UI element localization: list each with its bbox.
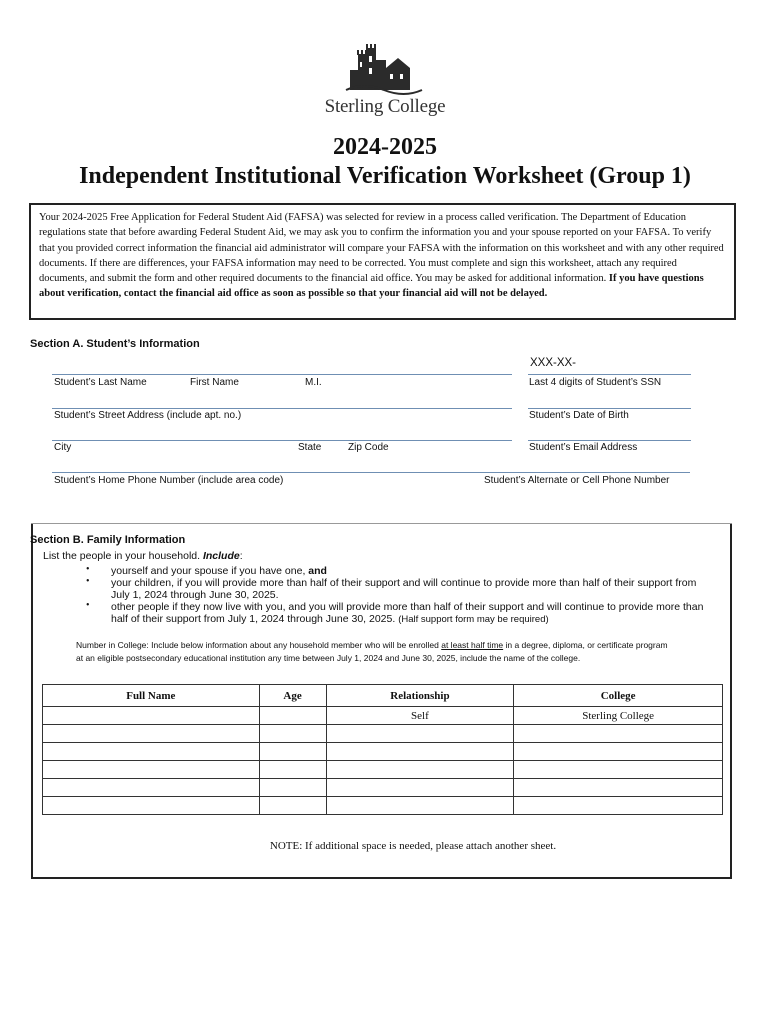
intro-bold-text: If you have questions about verification, contact the financial aid office as soon as possible so that your financial aid will not be delayed. bbox=[39, 273, 704, 300]
table-cell[interactable] bbox=[326, 797, 514, 815]
email-label: Student’s Email Address bbox=[529, 442, 638, 453]
table-cell[interactable]: Self bbox=[326, 707, 514, 725]
ssn-prefix: XXX-XX- bbox=[530, 357, 577, 369]
table-cell[interactable] bbox=[259, 761, 326, 779]
bullet-2-line-2: July 1, 2024 through June 30, 2025. bbox=[111, 589, 279, 601]
table-cell[interactable] bbox=[514, 761, 723, 779]
table-row bbox=[43, 779, 723, 797]
bullet-3-line-2-text: half of their support from July 1, 2024 through June 30, 2025. bbox=[111, 613, 396, 625]
college-note-underline: at least half time bbox=[441, 640, 504, 650]
household-intro-text: List the people in your household. bbox=[43, 550, 201, 562]
bullet-1-and: and bbox=[308, 565, 327, 577]
address-line[interactable] bbox=[52, 408, 512, 409]
household-intro bbox=[43, 550, 243, 562]
college-note-part-2: in a degree, diploma, or certificate program at an eligible postsecondary educational institution any time between July 1, 2024 and June 30, 2025, include the name of the college. bbox=[76, 640, 668, 664]
table-cell[interactable] bbox=[259, 707, 326, 725]
table-cell[interactable] bbox=[43, 725, 260, 743]
header-age: Age bbox=[259, 685, 326, 707]
bullet-1 bbox=[111, 565, 327, 578]
email-line[interactable] bbox=[528, 440, 691, 441]
castle-icon bbox=[344, 44, 424, 96]
table-header-row bbox=[43, 685, 723, 707]
address-label: Student’s Street Address (include apt. no.) bbox=[54, 410, 242, 421]
last-name-label: Student’s Last Name bbox=[54, 377, 147, 388]
include-colon: : bbox=[239, 550, 243, 562]
form-title: Independent Institutional Verification Worksheet (Group 1) bbox=[79, 163, 691, 189]
table-cell[interactable] bbox=[326, 779, 514, 797]
zip-label: Zip Code bbox=[348, 442, 389, 453]
table-cell[interactable] bbox=[326, 743, 514, 761]
ssn-line[interactable] bbox=[528, 374, 691, 375]
city-line[interactable] bbox=[52, 440, 512, 441]
intro-box bbox=[29, 203, 736, 320]
name-line[interactable] bbox=[52, 374, 512, 375]
table-cell[interactable] bbox=[43, 761, 260, 779]
header-full-name: Full Name bbox=[43, 685, 260, 707]
table-cell[interactable] bbox=[43, 707, 260, 725]
ssn-label: Last 4 digits of Student’s SSN bbox=[529, 377, 662, 388]
household-table bbox=[42, 684, 723, 815]
include-label: Include bbox=[202, 550, 240, 562]
bullet-icon: • bbox=[86, 564, 90, 575]
first-name-label: First Name bbox=[190, 377, 239, 388]
table-cell[interactable] bbox=[259, 779, 326, 797]
state-label: State bbox=[298, 442, 322, 453]
section-b-divider bbox=[31, 523, 732, 524]
college-note-part-1: Number in College: Include below information about any household member who will be enrolled bbox=[76, 640, 442, 650]
dob-line[interactable] bbox=[528, 408, 691, 409]
additional-space-note: NOTE: If additional space is needed, please attach another sheet. bbox=[269, 840, 557, 852]
table-cell[interactable] bbox=[326, 725, 514, 743]
bullet-1-text: yourself and your spouse if you have one, bbox=[111, 565, 306, 577]
table-row bbox=[43, 761, 723, 779]
table-cell[interactable] bbox=[514, 779, 723, 797]
home-phone-label: Student’s Home Phone Number (include area code) bbox=[54, 475, 284, 486]
table-cell[interactable] bbox=[259, 725, 326, 743]
bullet-icon: • bbox=[86, 600, 90, 611]
table-row bbox=[43, 743, 723, 761]
table-cell[interactable] bbox=[514, 797, 723, 815]
alt-phone-label: Student’s Alternate or Cell Phone Number bbox=[484, 475, 670, 486]
table-row bbox=[43, 797, 723, 815]
number-in-college-note bbox=[76, 639, 676, 666]
college-logo bbox=[322, 44, 448, 122]
table-cell[interactable] bbox=[43, 797, 260, 815]
bullet-3-line-2 bbox=[111, 613, 549, 627]
form-year: 2024-2025 bbox=[333, 134, 437, 160]
table-cell[interactable] bbox=[326, 761, 514, 779]
bullet-icon: • bbox=[86, 576, 90, 587]
section-a-title: Section A. Student’s Information bbox=[30, 338, 200, 350]
table-cell[interactable] bbox=[259, 797, 326, 815]
header-relationship: Relationship bbox=[326, 685, 514, 707]
section-b-title: Section B. Family Information bbox=[30, 534, 186, 546]
table-cell[interactable] bbox=[514, 725, 723, 743]
table-row bbox=[43, 707, 723, 725]
logo-text: Sterling College bbox=[324, 96, 446, 117]
table-cell[interactable] bbox=[43, 779, 260, 797]
phone-line[interactable] bbox=[52, 472, 690, 473]
header-college: College bbox=[514, 685, 723, 707]
city-label: City bbox=[54, 442, 72, 453]
bullet-3-line-1: other people if they now live with you, and you will provide more than half of their support and will continue to provide more than bbox=[111, 601, 704, 613]
table-row bbox=[43, 725, 723, 743]
table-cell[interactable] bbox=[43, 743, 260, 761]
bullet-2-line-1: your children, if you will provide more than half of their support and will continue to provide more than half of their support from bbox=[111, 577, 697, 589]
table-cell[interactable] bbox=[514, 743, 723, 761]
mi-label: M.I. bbox=[305, 377, 322, 388]
half-support-note: (Half support form may be required) bbox=[398, 614, 549, 625]
dob-label: Student’s Date of Birth bbox=[529, 410, 629, 421]
table-cell[interactable]: Sterling College bbox=[514, 707, 723, 725]
intro-text: Your 2024-2025 Free Application for Federal Student Aid (FAFSA) was selected for review in a process called verification. The Department of Education regulations state that before awarding Federal Student Aid, we may ask you to confirm the information you and your spouse reported on your FAFSA. To verify that you provided correct information the financial aid administrator will compare your FAFSA with the information on this worksheet and with any other required documents. If there are differences, your FAFSA information may need to be corrected. You must complete and sign this worksheet, attach any required documents, and submit the form and other required documents to the financial aid office. You may be asked for additional information. bbox=[39, 212, 724, 285]
table-cell[interactable] bbox=[259, 743, 326, 761]
